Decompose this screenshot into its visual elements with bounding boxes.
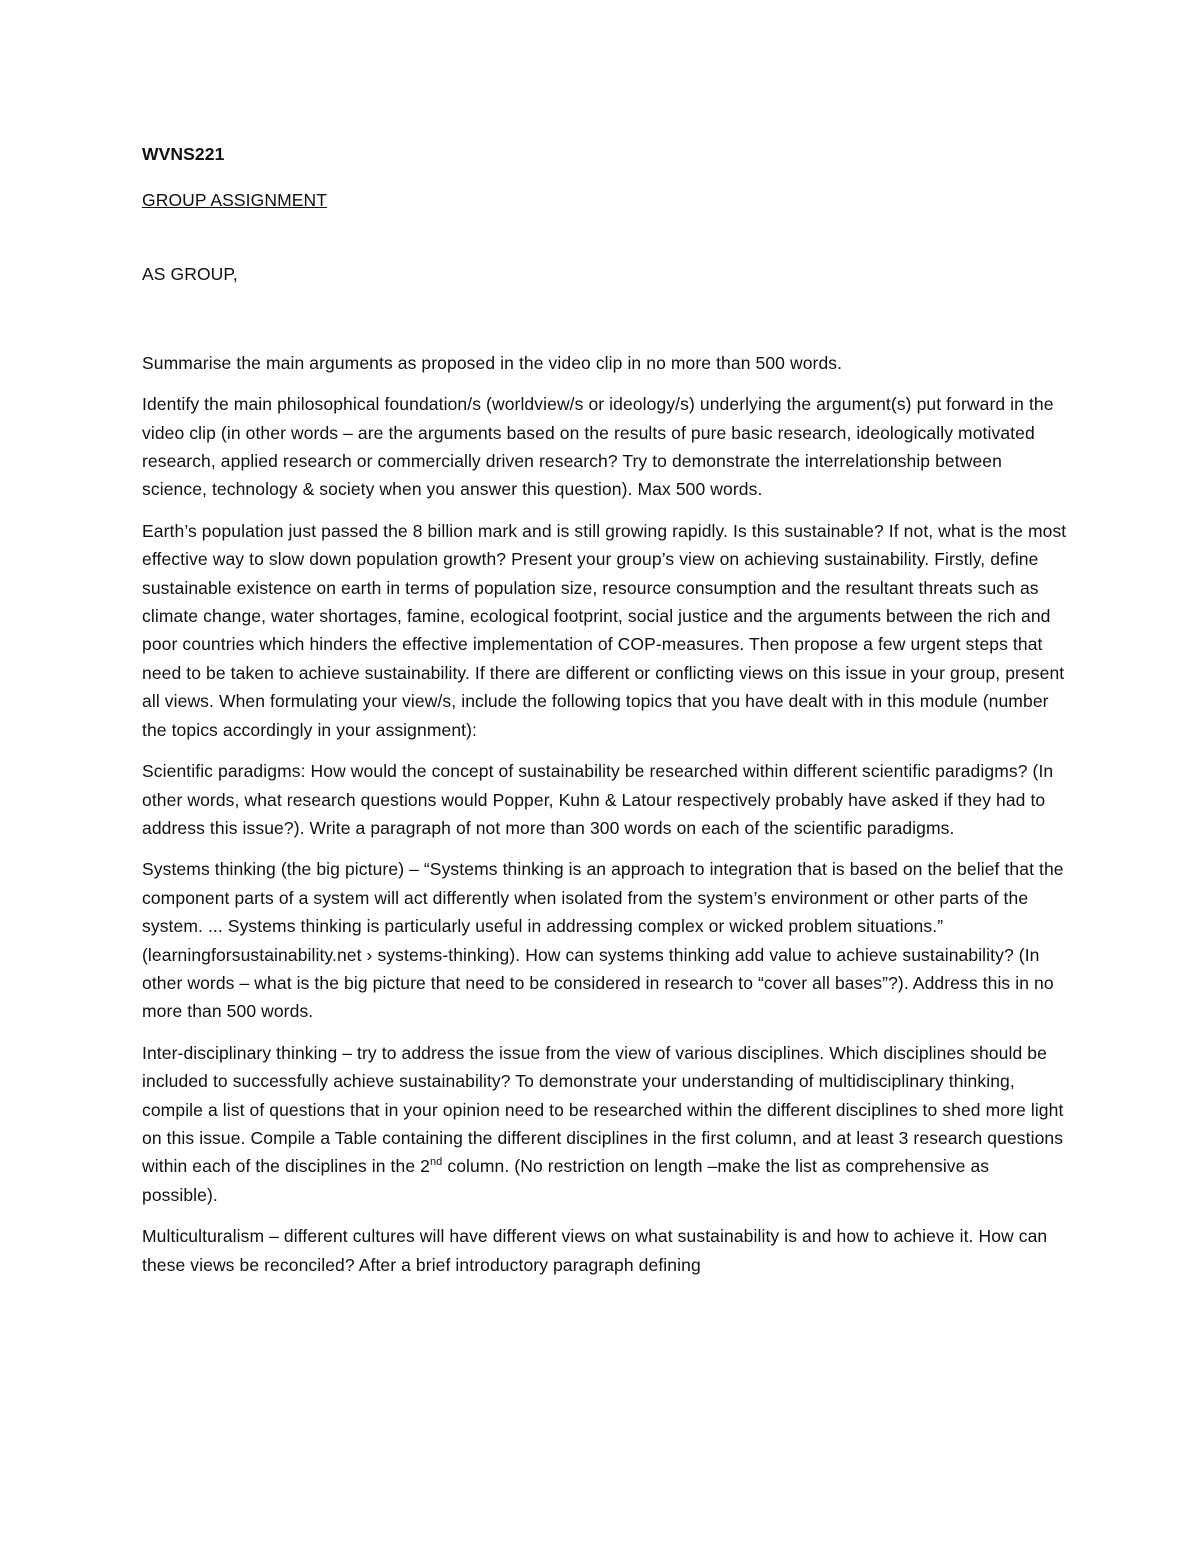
paragraph-multiculturalism: Multiculturalism – different cultures will have different views on what sustainability is and how to achieve it. How can these views be reconciled? After a brief introductory paragraph defining — [142, 1226, 1048, 1275]
interdisciplinary-text-before: Inter-disciplinary thinking – try to address the issue from the view of various disciplines. Which disciplines should be included to successfully achieve sustainability? To demonstrate your understanding of multidisciplinary thinking, compile a list of questions that in your opinion need to be researched within the different disciplines to shed more light on this issue. Compile a Table containing the different disciplines in the first column, and at least 3 research questions within each of the disciplines in the 2 — [142, 1042, 1064, 1177]
paragraph-scientific-paradigms: Scientific paradigms: How would the concept of sustainability be researched within different scientific paradigms? (In other words, what research questions would Popper, Kuhn & Latour respectively probably have asked if they had to address this issue?). Write a paragraph of not more than 300 words on each of the scientific paradigms. — [142, 761, 1054, 838]
addressee: AS GROUP, — [142, 264, 238, 285]
interdisciplinary-text-after: column. (No restriction on length –make the list as comprehensive as possible). — [142, 1156, 990, 1205]
paragraph-summarise: Summarise the main arguments as proposed in the video clip in no more than 500 words. — [142, 352, 843, 373]
paragraph-philosophical-foundations: Identify the main philosophical foundation/s (worldview/s or ideology/s) underlying the argument(s) put forward in the video clip (in other words – are the arguments based on the results of pure basic research, ideologically motivated research, applied research or commercially driven research? Try to demonstrate the interrelationship between science, technology & society when you answer this question). Max 500 words. — [142, 394, 1054, 500]
course-code: WVNS221 — [142, 144, 225, 164]
ordinal-superscript: nd — [429, 1156, 443, 1169]
assignment-title: GROUP ASSIGNMENT — [142, 190, 328, 210]
paragraph-population-sustainability: Earth’s population just passed the 8 billion mark and is still growing rapidly. Is this sustainable? If not, what is the most effective way to slow down population growth? Present your group’s view on achieving sustainability. Firstly, define sustainable existence on earth in terms of population size, resource consumption and the resultant threats such as climate change, water shortages, famine, ecological footprint, social justice and the arguments between the rich and poor countries which hinders the effective implementation of COP-measures. Then propose a few urgent steps that need to be taken to achieve sustainability. If there are different or conflicting views on this issue in your group, present all views. When formulating your view/s, include the following topics that you have dealt with in this module (number the topics accordingly in your assignment): — [142, 520, 1067, 740]
document-page — [142, 140, 1067, 1292]
paragraph-interdisciplinary-thinking — [142, 1039, 1067, 1209]
paragraph-systems-thinking: Systems thinking (the big picture) – “Systems thinking is an approach to integration that is based on the belief that the component parts of a system will act differently when isolated from the system’s environment or other parts of the system. ... Systems thinking is particularly useful in addressing complex or wicked problem situations.” (learningforsustainability.net › systems-thinking). How can systems thinking add value to achieve sustainability? (In other words – what is the big picture that need to be considered in research to “cover all bases”?). Address this in no more than 500 words. — [142, 859, 1064, 1022]
